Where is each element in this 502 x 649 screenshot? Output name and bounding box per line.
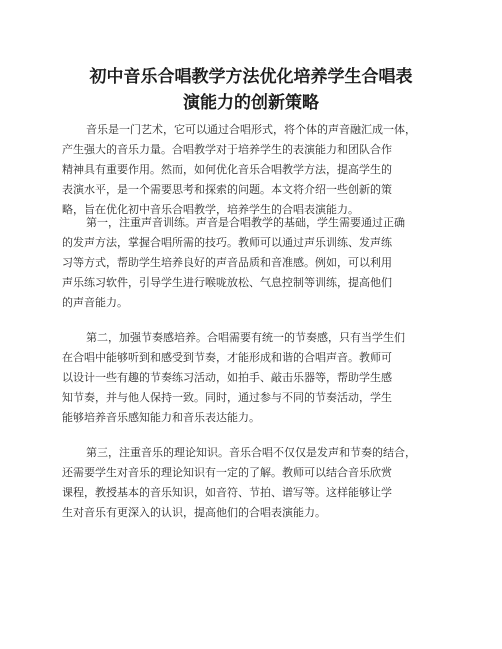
paragraph-line: 以设计一些有趣的节奏练习活动，如拍手、敲击乐器等，帮助学生感 — [62, 371, 392, 384]
document-title-line-2: 演能力的创新策略 — [183, 93, 319, 113]
paragraph-line: 第三，注重音乐的理论知识。音乐合唱不仅仅是发声和节奏的结合， — [86, 446, 416, 459]
paragraph-line: 生对音乐有更深入的认识，提高他们的合唱表演能力。 — [62, 506, 326, 519]
paragraph-line: 声乐练习软件，引导学生进行喉咙放松、气息控制等训练，提高他们 — [62, 276, 392, 289]
paragraph-line: 的声音能力。 — [62, 296, 128, 309]
paragraph-line: 音乐是一门艺术，它可以通过合唱形式，将个体的声音融汇成一体， — [86, 123, 416, 136]
paragraph-line: 习等方式，帮助学生培养良好的声音品质和音准感。例如，可以利用 — [62, 256, 392, 269]
paragraph-line: 在合唱中能够听到和感受到节奏，才能形成和谐的合唱声音。教师可 — [62, 351, 392, 364]
paragraph-line: 表演水平，是一个需要思考和探索的问题。本文将介绍一些创新的策 — [62, 183, 392, 196]
paragraph-line: 能够培养音乐感知能力和音乐表达能力。 — [62, 411, 260, 424]
document-title-line-1: 初中音乐合唱教学方法优化培养学生合唱表 — [89, 67, 413, 87]
paragraph-line: 还需要学生对音乐的理论知识有一定的了解。教师可以结合音乐欣赏 — [62, 466, 392, 479]
paragraph-line: 的发声方法，掌握合唱所需的技巧。教师可以通过声乐训练、发声练 — [62, 236, 392, 249]
paragraph-line: 课程，教授基本的音乐知识，如音符、节拍、谱写等。这样能够让学 — [62, 486, 392, 499]
paragraph-line: 产生强大的音乐力量。合唱教学对于培养学生的表演能力和团队合作 — [62, 143, 392, 156]
paragraph-line: 精神具有重要作用。然而，如何优化音乐合唱教学方法，提高学生的 — [62, 163, 392, 176]
paragraph-line: 略，旨在优化初中音乐合唱教学，培养学生的合唱表演能力。 — [62, 203, 359, 216]
paragraph-line: 知节奏，并与他人保持一致。同时，通过参与不同的节奏活动，学生 — [62, 391, 392, 404]
paragraph-line: 第二，加强节奏感培养。合唱需要有统一的节奏感，只有当学生们 — [86, 331, 405, 344]
paragraph-line: 第一，注重声音训练。声音是合唱教学的基础，学生需要通过正确 — [86, 216, 405, 229]
